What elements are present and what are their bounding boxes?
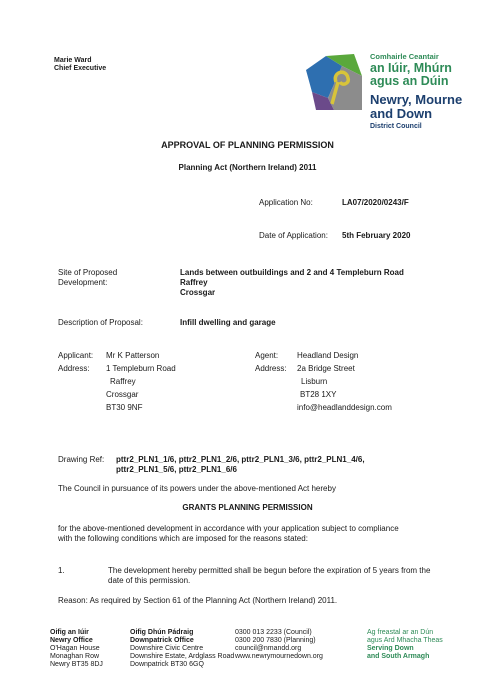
footer-phone-council: 0300 013 2233 (Council)	[235, 629, 312, 636]
footer-newry-irish: Oifig an Iúir	[50, 629, 89, 636]
drawing-ref-label: Drawing Ref:	[58, 455, 105, 464]
agent-address-line: 2a Bridge Street	[297, 364, 355, 373]
footer-downpatrick-title: Downpatrick Office	[130, 637, 194, 644]
logo-irish-line2: an Iúir, Mhúrn	[370, 61, 452, 75]
drawing-ref-line2: pttr2_PLN1_5/6, pttr2_PLN1_6/6	[116, 465, 237, 474]
council-logo	[306, 52, 366, 112]
logo-english-line1: Newry, Mourne	[370, 92, 463, 107]
footer-newry-line: Monaghan Row	[50, 653, 100, 660]
agent-address-label: Address:	[255, 364, 287, 373]
applicant-name: Mr K Patterson	[106, 351, 160, 360]
footer-downpatrick-irish: Oifig Dhún Pádraig	[130, 629, 194, 636]
applicant-address-line: BT30 9NF	[106, 403, 143, 412]
grants-heading: GRANTS PLANNING PERMISSION	[182, 503, 313, 512]
logo-english-line2: and Down	[370, 106, 433, 121]
chief-executive-role: Chief Executive	[54, 65, 107, 72]
applicant-address-line: Raffrey	[110, 377, 136, 386]
footer-phone-planning: 0300 200 7830 (Planning)	[235, 637, 316, 644]
applicant-label: Applicant:	[58, 351, 94, 360]
proposal-label: Description of Proposal:	[58, 318, 143, 327]
applicant-address-label: Address:	[58, 364, 90, 373]
footer-downpatrick-line: Downshire Civic Centre	[130, 645, 204, 652]
logo-irish-line3: agus an Dúin	[370, 74, 449, 88]
logo-irish-line1: Comhairle Ceantair	[370, 52, 439, 61]
council-statement: The Council in pursuance of its powers under the above-mentioned Act hereby	[58, 484, 336, 493]
site-label-line1: Site of Proposed	[58, 268, 118, 277]
document-title: APPROVAL OF PLANNING PERMISSION	[161, 140, 334, 150]
agent-name: Headland Design	[297, 351, 359, 360]
application-date-label: Date of Application:	[259, 231, 328, 240]
chief-executive-name: Marie Ward	[54, 57, 92, 64]
planning-act: Planning Act (Northern Ireland) 2011	[178, 163, 317, 172]
footer-newry-title: Newry Office	[50, 637, 93, 644]
site-address-line3: Crossgar	[180, 288, 216, 297]
drawing-ref-line1: pttr2_PLN1_1/6, pttr2_PLN1_2/6, pttr2_PLN1_3/6, pttr2_PLN1_4/6,	[116, 455, 365, 464]
site-address-line2: Raffrey	[180, 278, 208, 287]
development-text-line1: for the above-mentioned development in accordance with your application subject to compliance	[58, 524, 399, 533]
proposal-value: Infill dwelling and garage	[180, 318, 276, 327]
applicant-address-line: 1 Templeburn Road	[106, 364, 176, 373]
agent-address-line: Lisburn	[301, 377, 328, 386]
condition-number: 1.	[58, 566, 65, 575]
development-text-line2: with the following conditions which are imposed for the reasons stated:	[58, 534, 308, 543]
agent-address-line: BT28 1XY	[300, 390, 337, 399]
application-no-label: Application No:	[259, 198, 313, 207]
applicant-address-line: Crossgar	[106, 390, 139, 399]
condition-line2: date of this permission.	[108, 576, 191, 585]
condition-line1: The development hereby permitted shall be begun before the expiration of 5 years from the	[108, 566, 431, 575]
site-label-line2: Development:	[58, 278, 108, 287]
footer-downpatrick-line: Downpatrick BT30 6GQ	[130, 661, 204, 668]
footer-newry-line: O'Hagan House	[50, 645, 100, 652]
agent-label: Agent:	[255, 351, 279, 360]
agent-email: info@headlanddesign.com	[297, 403, 392, 412]
site-address-line1: Lands between outbuildings and 2 and 4 Templeburn Road	[180, 268, 404, 277]
footer-downpatrick-line: Downshire Estate, Ardglass Road	[130, 653, 235, 660]
application-date-value: 5th February 2020	[342, 231, 411, 240]
logo-district-council: District Council	[370, 123, 422, 130]
footer-slogan-english1: Serving Down	[367, 645, 414, 652]
footer-website-link[interactable]: www.newrymournedown.org	[235, 653, 323, 660]
footer-slogan-english2: and South Armagh	[367, 653, 430, 660]
application-no-value: LA07/2020/0243/F	[342, 198, 409, 207]
council-logo-icon	[306, 52, 366, 112]
footer-slogan-irish2: agus Ard Mhacha Theas	[367, 637, 443, 644]
footer-newry-line: Newry BT35 8DJ	[50, 661, 103, 668]
footer-slogan-irish1: Ag freastal ar an Dún	[367, 629, 434, 636]
reason-text: Reason: As required by Section 61 of the Planning Act (Northern Ireland) 2011.	[58, 596, 338, 605]
footer-email-link[interactable]: council@nmandd.org	[235, 645, 302, 652]
